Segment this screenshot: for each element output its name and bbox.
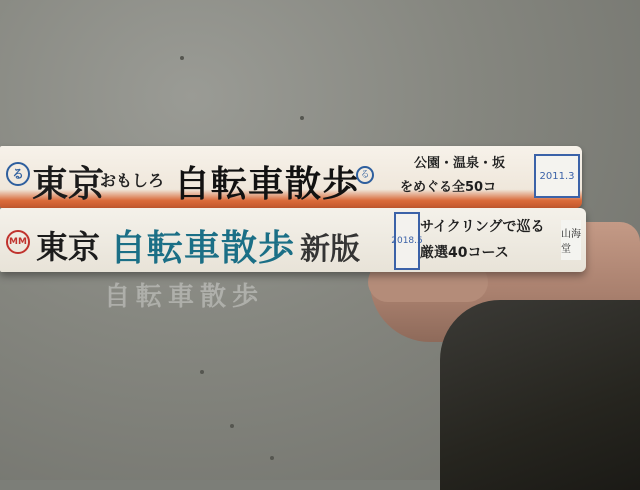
series-tag: る <box>356 166 374 184</box>
book-spine-bottom <box>0 208 586 272</box>
book-title-main: 自転車散歩 <box>110 228 296 269</box>
jacket-sleeve <box>440 300 640 490</box>
library-label: 2018.5 <box>394 212 420 270</box>
book-title-new: 新版 <box>300 232 360 267</box>
library-label: 2011.3 <box>534 154 580 198</box>
publisher-badge: MM <box>6 230 30 254</box>
floor-speck <box>270 456 274 460</box>
floor-speck <box>180 56 184 60</box>
book-title-omoshiro: おもしろ <box>100 171 165 190</box>
reflected-title-text: 自転車散歩 <box>104 282 265 312</box>
floor-speck <box>300 116 304 120</box>
book-spine-top <box>0 146 582 208</box>
book-title-main: 自転車散歩 <box>174 164 360 205</box>
floor-speck <box>230 424 234 428</box>
book-subtitle-line-2: をめぐる全50コ <box>400 180 497 195</box>
floor-speck <box>200 370 204 374</box>
book-subtitle-line-1: サイクリングで巡る <box>420 219 545 235</box>
book-title-tokyo: 東京 <box>32 164 105 205</box>
series-mark: る <box>6 162 30 186</box>
publisher-name: 山海堂 <box>561 220 581 260</box>
book-title-tokyo: 東京 <box>36 228 101 266</box>
book-subtitle-line-1: 公園・温泉・坂 <box>414 156 506 171</box>
book-subtitle-line-2: 厳選40コース <box>420 245 509 261</box>
